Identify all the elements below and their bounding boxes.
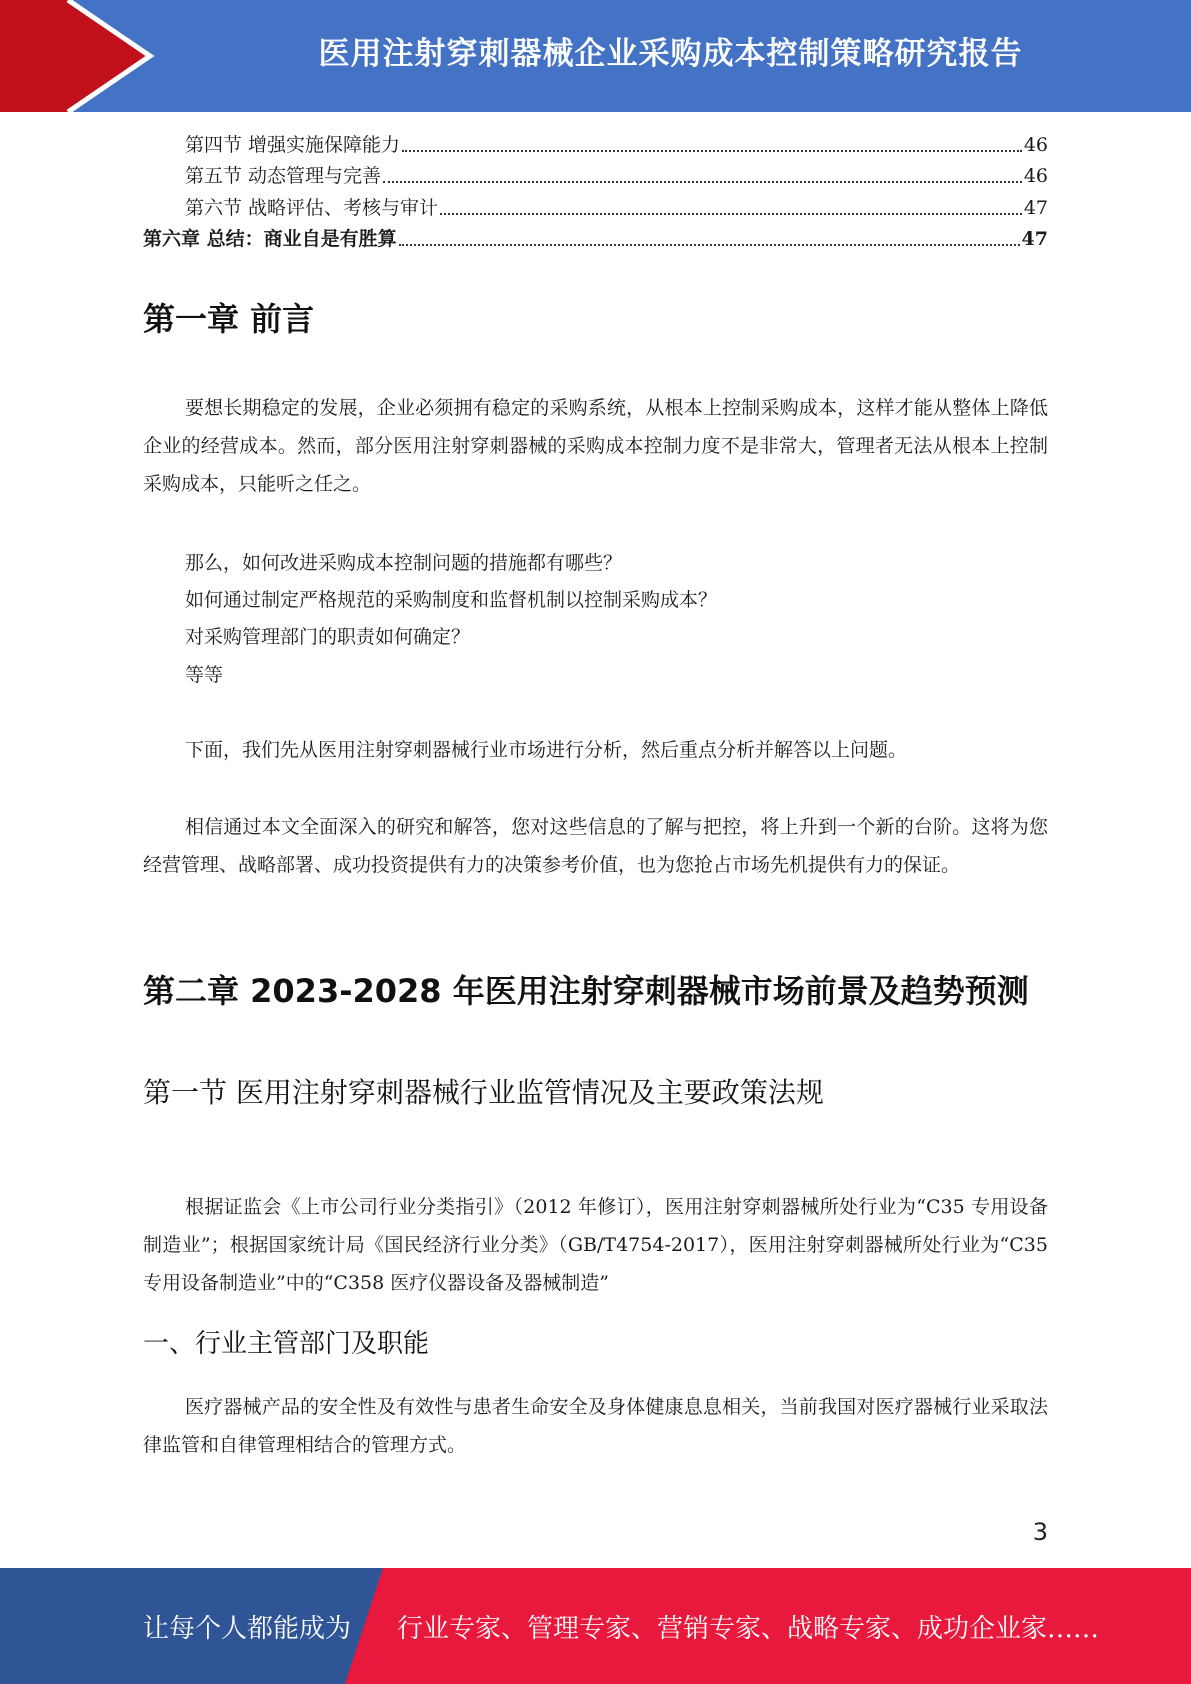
toc-leader [440, 212, 1022, 215]
question-line: 对采购管理部门的职责如何确定？ [185, 626, 471, 648]
page-header [0, 0, 1191, 112]
toc-entry-text: 第六节 战略评估、考核与审计 [185, 197, 439, 219]
section1-paragraph: 根据证监会《上市公司行业分类指引》（2012 年修订），医用注射穿刺器械所处行业为“C35 专用设备制造业”；根据国家统计局《国民经济行业分类》（GB/T4754-2017），医用注射穿刺器械所处行业为“C35 专用设备制造业”中的“C358 医疗仪器设备及器械制造” [143, 1196, 1048, 1294]
chapter1-next-paragraph: 下面，我们先从医用注射穿刺器械行业市场进行分析，然后重点分析并解答以上问题。 [185, 739, 908, 761]
toc-entry-text: 第六章 总结：商业自是有胜算 [143, 228, 397, 250]
subsection1-paragraph: 医疗器械产品的安全性及有效性与患者生命安全及身体健康息息相关，当前我国对医疗器械行业采取法律监管和自律管理相结合的管理方式。 [143, 1396, 1048, 1456]
footer-slogan-right: 行业专家、管理专家、营销专家、战略专家、成功企业家…… [397, 1613, 1100, 1644]
toc-entry-page: 46 [1023, 134, 1048, 156]
question-line: 如何通过制定严格规范的采购制度和监督机制以控制采购成本？ [185, 589, 718, 611]
toc-entry [143, 193, 1048, 220]
toc-entry-text: 第五节 动态管理与完善 [185, 165, 382, 187]
toc-entry-page: 47 [1021, 228, 1048, 250]
chapter2-heading: 第二章 2023-2028 年医用注射穿刺器械市场前景及趋势预测 [143, 972, 1029, 1010]
footer-slogan-left: 让每个人都能成为 [143, 1613, 352, 1644]
toc-entry-chapter [143, 224, 1048, 251]
toc-entry [143, 161, 1048, 188]
report-title: 医用注射穿刺器械企业采购成本控制策略研究报告 [318, 35, 1023, 72]
toc-entry [143, 130, 1048, 157]
toc-entry-page: 46 [1023, 165, 1048, 187]
section1-heading: 第一节 医用注射穿刺器械行业监管情况及主要政策法规 [143, 1076, 824, 1109]
page-footer [0, 1568, 1191, 1684]
subsection1-heading: 一、行业主管部门及职能 [143, 1329, 430, 1359]
chapter1-intro-paragraph: 要想长期稳定的发展，企业必须拥有稳定的采购系统，从根本上控制采购成本，这样才能从整体上降低企业的经营成本。然而，部分医用注射穿刺器械的采购成本控制力度不是非常大，管理者无法从根本上控制采购成本，只能听之任之。 [143, 397, 1048, 495]
chapter1-closing-paragraph: 相信通过本文全面深入的研究和解答，您对这些信息的了解与把控，将上升到一个新的台阶。这将为您经营管理、战略部署、成功投资提供有力的决策参考价值，也为您抢占市场先机提供有力的保证。 [143, 816, 1048, 876]
toc-leader [399, 243, 1020, 246]
toc-leader [402, 149, 1022, 152]
toc-leader [383, 180, 1022, 183]
question-line: 等等 [185, 664, 224, 686]
chapter1-heading: 第一章 前言 [143, 300, 315, 338]
question-line: 那么，如何改进采购成本控制问题的措施都有哪些？ [185, 552, 623, 574]
toc-entry-text: 第四节 增强实施保障能力 [185, 134, 401, 156]
page-number: 3 [1032, 1518, 1048, 1546]
toc-entry-page: 47 [1023, 197, 1048, 219]
